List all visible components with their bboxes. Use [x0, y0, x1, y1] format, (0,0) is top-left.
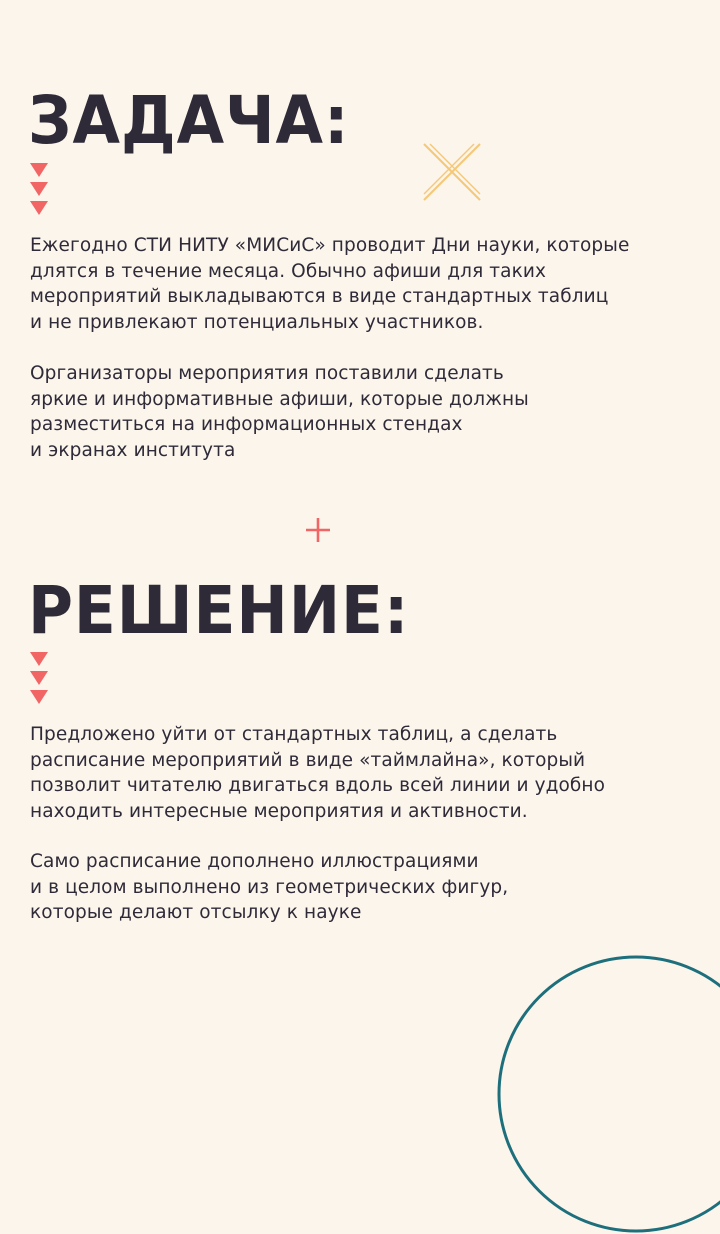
- solution-arrows: [30, 652, 48, 709]
- arrow-down-icon: [30, 671, 48, 685]
- task-heading: ЗАДАЧА:: [28, 82, 350, 159]
- arrow-down-icon: [30, 690, 48, 704]
- solution-heading: РЕШЕНИЕ:: [28, 572, 410, 649]
- task-paragraph-1: Ежегодно СТИ НИТУ «МИСиС» проводит Дни науки, которые длятся в течение месяца. Обычно афиши для таких мероприятий выкладываются в виде стандартных таблиц и не привлекают потенциальных участников.: [30, 235, 630, 333]
- arrow-down-icon: [30, 201, 48, 215]
- plus-decoration-icon: [304, 516, 332, 544]
- task-paragraph-2: Организаторы мероприятия поставили сделать яркие и информативные афиши, которые должны разместиться на информационных стендах и экранах института: [30, 363, 529, 461]
- arrow-down-icon: [30, 163, 48, 177]
- task-arrows: [30, 163, 48, 220]
- cross-decoration-icon: [420, 140, 484, 204]
- arrow-down-icon: [30, 182, 48, 196]
- solution-paragraph-1: Предложено уйти от стандартных таблиц, а сделать расписание мероприятий в виде «таймлайна», который позволит читателю двигаться вдоль всей линии и удобно находить интересные мероприятия и активности.: [30, 724, 606, 822]
- circle-decoration-icon: [496, 954, 720, 1234]
- solution-paragraph-2: Само расписание дополнено иллюстрациями и в целом выполнено из геометрических фигур, которые делают отсылку к науке: [30, 851, 509, 923]
- arrow-down-icon: [30, 652, 48, 666]
